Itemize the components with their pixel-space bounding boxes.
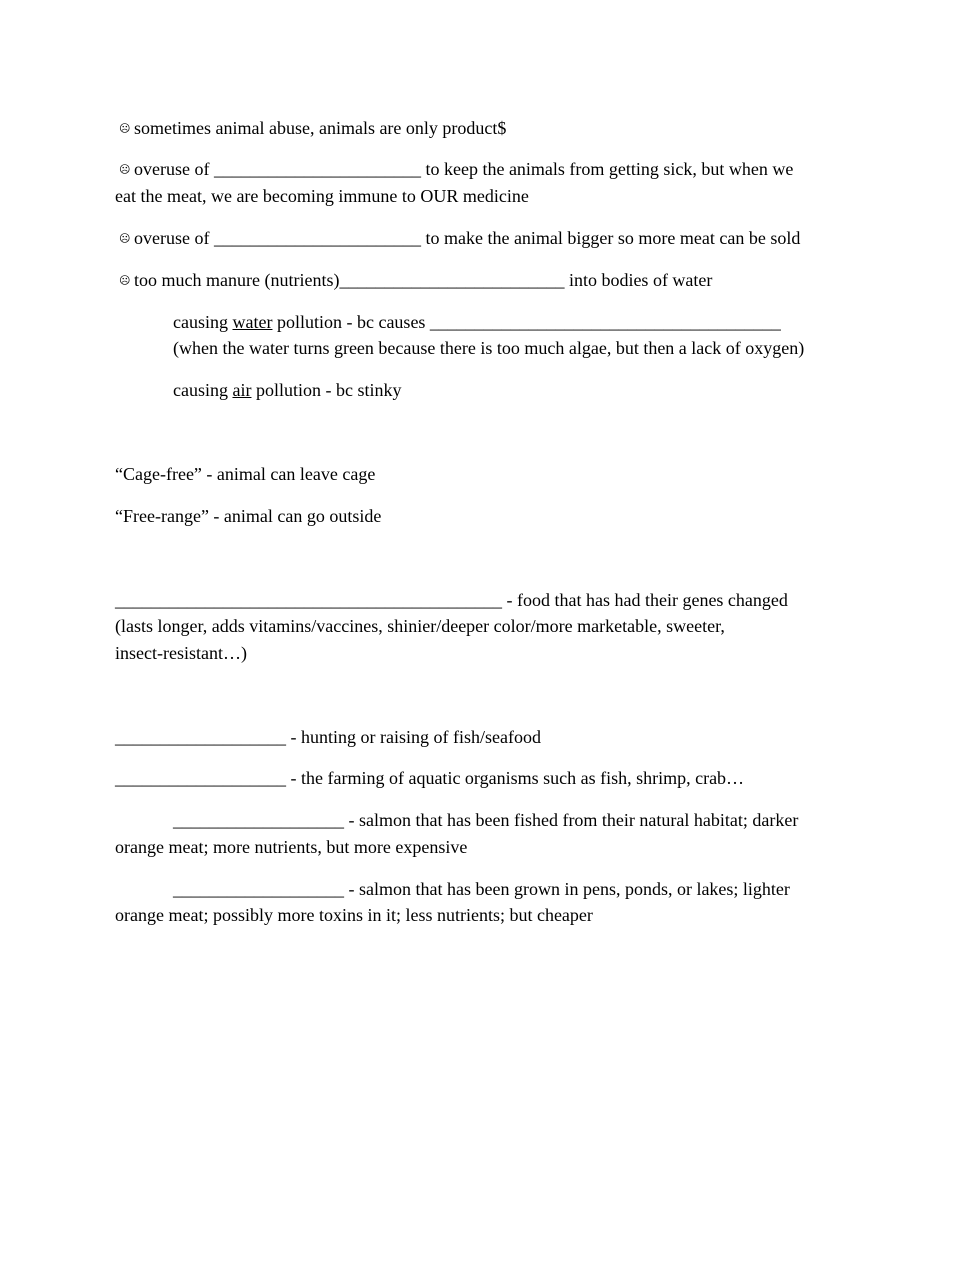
gmo-examples: (lasts longer, adds vitamins/vaccines, shinier/deeper color/more marketable, sweeter,	[115, 616, 725, 636]
wild-salmon-definition-cont: orange meat; more nutrients, but more expensive	[115, 837, 468, 857]
farmed-salmon-definition-cont: orange meat; possibly more toxins in it; less nutrients; but cheaper	[115, 905, 593, 925]
fishing-definition: ___________________ - hunting or raising of fish/seafood	[115, 727, 541, 747]
con-item-hormones	[119, 225, 800, 251]
sad-face-icon: ☹	[119, 232, 131, 245]
con-item-manure	[119, 267, 712, 293]
farmed-salmon-definition: ___________________ - salmon that has been grown in pens, ponds, or lakes; lighter	[173, 879, 790, 899]
water-keyword: water	[232, 312, 273, 332]
wild-salmon-definition: ___________________ - salmon that has been fished from their natural habitat; darker	[173, 810, 799, 830]
free-range-definition: “Free-range” - animal can go outside	[115, 506, 382, 526]
sad-face-icon: ☹	[119, 163, 131, 176]
gmo-definition: ___________________________________________ - food that has had their genes changed	[115, 590, 788, 610]
cage-free-definition: “Cage-free” - animal can leave cage	[115, 464, 376, 484]
con-text: overuse of _______________________ to keep the animals from getting sick, but when we	[134, 159, 794, 179]
con-text: too much manure (nutrients)_________________________ into bodies of water	[134, 270, 713, 290]
sad-face-icon: ☹	[119, 274, 131, 287]
con-text: overuse of _______________________ to make the animal bigger so more meat can be sold	[134, 228, 801, 248]
con-text: sometimes animal abuse, animals are only product$	[134, 118, 507, 138]
con-item-antibiotics	[119, 156, 793, 182]
air-keyword: air	[232, 380, 252, 400]
aquaculture-definition: ___________________ - the farming of aquatic organisms such as fish, shrimp, crab…	[115, 768, 745, 788]
con-item-animal-abuse	[119, 115, 506, 141]
water-pollution-line: causing water pollution - bc causes _______________________________________	[173, 312, 781, 332]
con-item-antibiotics-cont: eat the meat, we are becoming immune to OUR medicine	[115, 186, 529, 206]
sad-face-icon: ☹	[119, 122, 131, 135]
gmo-examples-cont: insect-resistant…)	[115, 643, 247, 663]
air-pollution-line: causing air pollution - bc stinky	[173, 380, 402, 400]
water-pollution-explanation: (when the water turns green because there is too much algae, but then a lack of oxygen)	[173, 338, 805, 358]
